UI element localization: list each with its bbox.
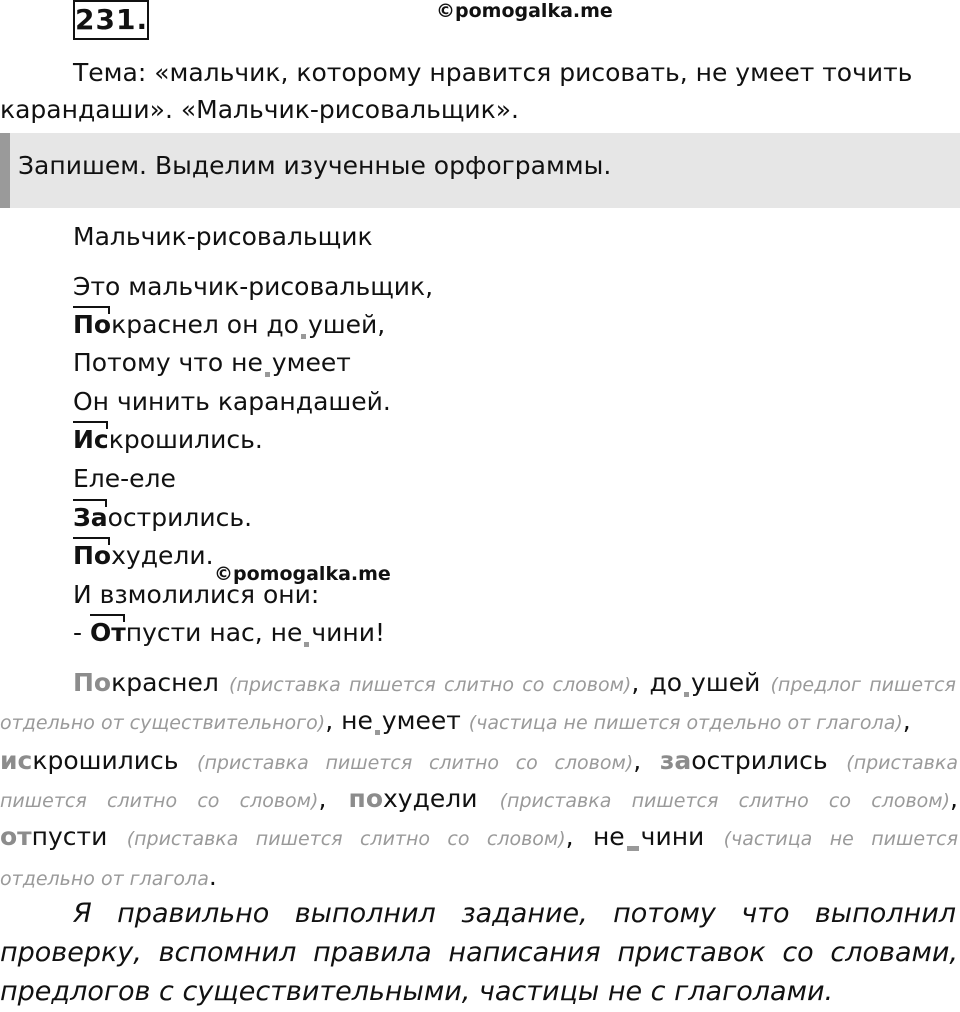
poem-text: -: [73, 618, 90, 647]
note: (приставка пишется слитно со словом): [499, 790, 951, 812]
task-banner: [0, 133, 960, 208]
note: (частица не пишется: [723, 828, 959, 850]
watermark-middle: ©pomogalka.me: [214, 563, 391, 585]
note: (частица не пишется отдельно от глагола): [468, 712, 903, 734]
explanation-line-4: пишется слитно со словом), похудели (приставка пишется слитно со словом),: [0, 784, 958, 813]
poem-line-2: [73, 310, 385, 339]
conclusion-line-1: Я правильно выполнил задание, потому что выполнил: [73, 898, 956, 929]
separate-mark: [682, 679, 691, 691]
poem-line-10: [73, 618, 385, 647]
poem-text: пусти нас, не: [125, 618, 303, 647]
explanation-line-5: отпусти (приставка пишется слитно со словом), не чини (частица не пишется: [0, 822, 959, 851]
word: ушей: [691, 668, 761, 697]
prefix-mark: По: [73, 310, 112, 339]
prefix-highlight: за: [659, 746, 692, 775]
word: острились: [691, 746, 828, 775]
word: умеет: [381, 706, 461, 735]
poem-line-1: Это мальчик-рисовальщик,: [73, 272, 434, 301]
separate-mark: [625, 833, 641, 845]
explanation-line-6: отдельно от глагола.: [0, 862, 217, 891]
separate-mark: [263, 359, 272, 371]
note: (приставка пишется слитно со словом): [229, 674, 632, 696]
poem-text: крошились.: [108, 425, 263, 454]
note: (приставка пишется слитно со словом): [197, 752, 634, 774]
conclusion-line-3: предлогов с существительными, частицы не с глаголами.: [0, 976, 834, 1007]
explanation-line-2: отдельно от существительного), не умеет (частица не пишется отдельно от глагола),: [0, 706, 911, 735]
poem-line-5: [73, 425, 263, 454]
word: пусти: [31, 822, 108, 851]
topic-line-2: карандаши». «Мальчик-рисовальщик».: [0, 95, 519, 124]
poem-text: худели.: [111, 541, 214, 570]
poem-line-6: Еле-еле: [73, 464, 176, 493]
prefix-highlight: ис: [0, 746, 33, 775]
poem-line-9: И взмолилися они:: [73, 580, 320, 609]
word: до: [649, 668, 683, 697]
exercise-number: 231.: [73, 0, 149, 40]
poem-text: краснел он до: [111, 310, 299, 339]
note: отдельно от глагола: [0, 868, 209, 890]
poem-text: Потому что не: [73, 348, 263, 377]
poem-line-7: [73, 503, 252, 532]
prefix-mark: За: [73, 503, 108, 532]
prefix-mark: От: [89, 618, 126, 647]
word: не: [592, 822, 625, 851]
word: чини: [640, 822, 705, 851]
task-text: Запишем. Выделим изученные орфограммы.: [18, 151, 612, 180]
note: отдельно от существительного): [0, 712, 326, 734]
prefix-highlight: от: [0, 822, 32, 851]
prefix-highlight: по: [348, 784, 383, 813]
poem-title: Мальчик-рисовальщик: [73, 222, 373, 251]
explanation-line-3: искрошились (приставка пишется слитно со словом), заострились (приставка: [0, 746, 958, 775]
poem-text: чини!: [311, 618, 386, 647]
prefix-mark: Ис: [73, 425, 109, 454]
watermark-top: ©pomogalka.me: [436, 0, 613, 22]
separate-mark: [299, 321, 308, 333]
word: не: [341, 706, 373, 735]
poem-line-8: [73, 541, 214, 570]
prefix-mark: По: [73, 541, 112, 570]
poem-text: острились.: [107, 503, 253, 532]
conclusion-line-2: проверку, вспомнил правила написания приставок со словами,: [0, 937, 958, 968]
word: худели: [383, 784, 478, 813]
prefix-highlight: По: [73, 668, 112, 697]
separate-mark: [302, 629, 311, 641]
note: (приставка: [846, 752, 958, 774]
note: пишется слитно со словом): [0, 790, 319, 812]
word: крошились: [32, 746, 179, 775]
poem-line-3: [73, 348, 351, 377]
separate-mark: [373, 717, 382, 729]
poem-line-4: Он чинить карандашей.: [73, 387, 391, 416]
note: (приставка пишется слитно со словом): [126, 828, 566, 850]
note: (предлог пишется: [770, 674, 956, 696]
word: краснел: [111, 668, 219, 697]
topic-line-1: Тема: «мальчик, которому нравится рисовать, не умеет точить: [73, 58, 913, 87]
poem-text: умеет: [271, 348, 351, 377]
poem-text: ушей,: [307, 310, 386, 339]
explanation-line-1: Покраснел (приставка пишется слитно со словом), до ушей (предлог пишется: [73, 668, 956, 697]
